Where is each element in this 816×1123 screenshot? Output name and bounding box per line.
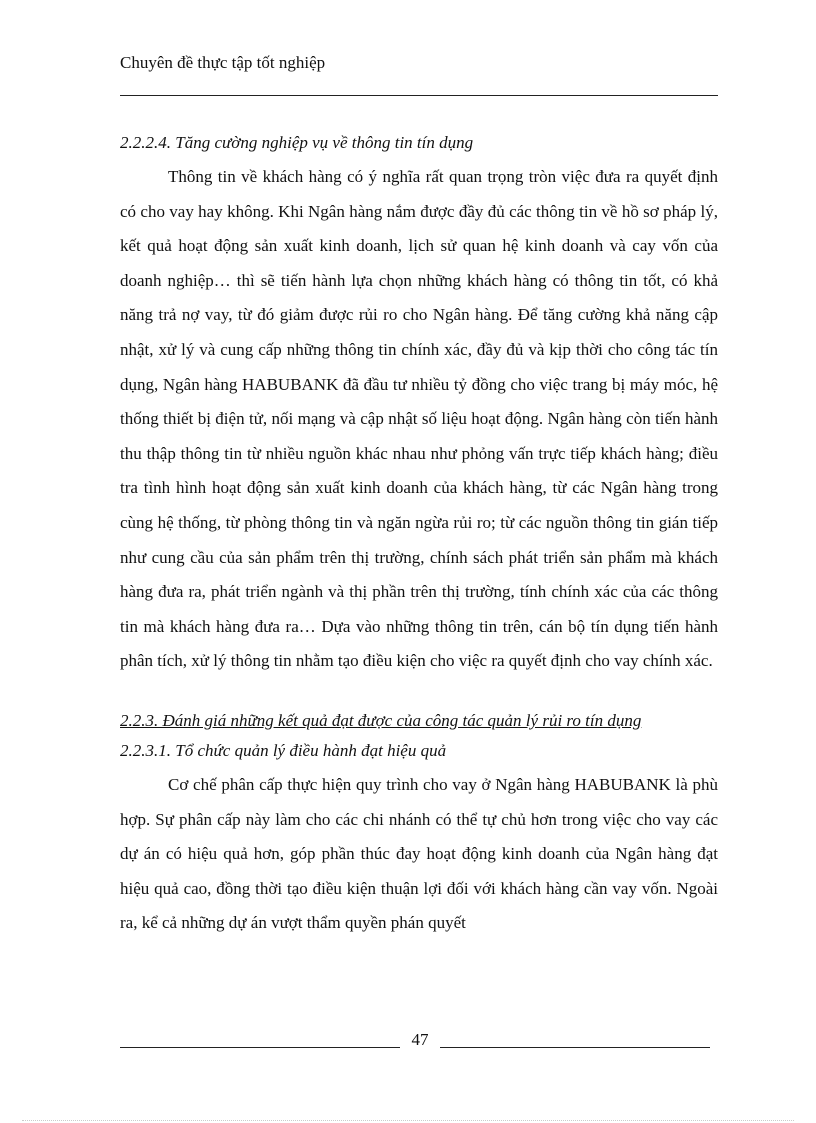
section-heading-2-2-2-4: 2.2.2.4. Tăng cường nghiệp vụ về thông tin tín dụng [120, 133, 474, 152]
section-paragraph-2-2-2-4: Thông tin về khách hàng có ý nghĩa rất quan trọng tròn việc đưa ra quyết định có cho vay hay không. Khi Ngân hàng nắm được đầy đủ các thông tin về hồ sơ pháp lý, kết quả hoạt động sản xuất kinh doanh, lịch sử quan hệ kinh doanh và cay vốn của doanh nghiệp… thì sẽ tiến hành lựa chọn những khách hàng có thông tin tốt, có khả năng trả nợ vay, từ đó giảm được rủi ro cho Ngân hàng. Để tăng cường khả năng cập nhật, xử lý và cung cấp những thông tin chính xác, đầy đủ và kịp thời cho công tác tín dụng, Ngân hàng HABUBANK đã đầu tư nhiều tỷ đồng cho việc trang bị máy móc, hệ thống thiết bị điện tử, nối mạng và cập nhật số liệu hoạt động. Ngân hàng còn tiến hành thu thập thông tin từ nhiều nguồn khác nhau như phỏng vấn trực tiếp khách hàng; điều tra tình hình hoạt động sản xuất kinh doanh của khách hàng, từ các Ngân hàng trong cùng hệ thống, từ phòng thông tin và ngăn ngừa rủi ro; từ các nguồn thông tin gián tiếp như cung cầu của sản phẩm trên thị trường, chính sách phát triển sản phẩm mà khách hàng đưa ra, phát triển ngành và thị phần trên thị trường, tính chính xác của các thông tin mà khách hàng đưa ra… Dựa vào những thông tin trên, cán bộ tín dụng tiến hành phân tích, xử lý thông tin nhằm tạo điều kiện cho việc ra quyết định cho vay chính xác. [120, 167, 718, 671]
page-body [120, 128, 718, 941]
section-heading-2-2-3: 2.2.3. Đánh giá những kết quả đạt được của công tác quản lý rủi ro tín dụng [120, 710, 642, 730]
running-header-title: Chuyên đề thực tập tốt nghiệp [120, 53, 326, 72]
section-heading-2-2-3-1: 2.2.3.1. Tổ chức quản lý điều hành đạt hiệu quả [120, 740, 447, 760]
section-paragraph-2-2-3-1: Cơ chế phân cấp thực hiện quy trình cho vay ở Ngân hàng HABUBANK là phù hợp. Sự phân cấp này làm cho các chi nhánh có thể tự chủ hơn trong việc cho vay các dự án có hiệu quả hơn, góp phần thúc đay hoạt động kinh doanh của Ngân hàng đạt hiệu quả cao, đồng thời tạo điều kiện thuận lợi đối với khách hàng cần vay vốn. Ngoài ra, kể cả những dự án vượt thẩm quyền phán quyết [120, 774, 718, 933]
spacer [120, 679, 718, 706]
header-divider [120, 95, 718, 96]
page-bottom-border [22, 1120, 794, 1121]
page-number: 47 [400, 1030, 440, 1050]
